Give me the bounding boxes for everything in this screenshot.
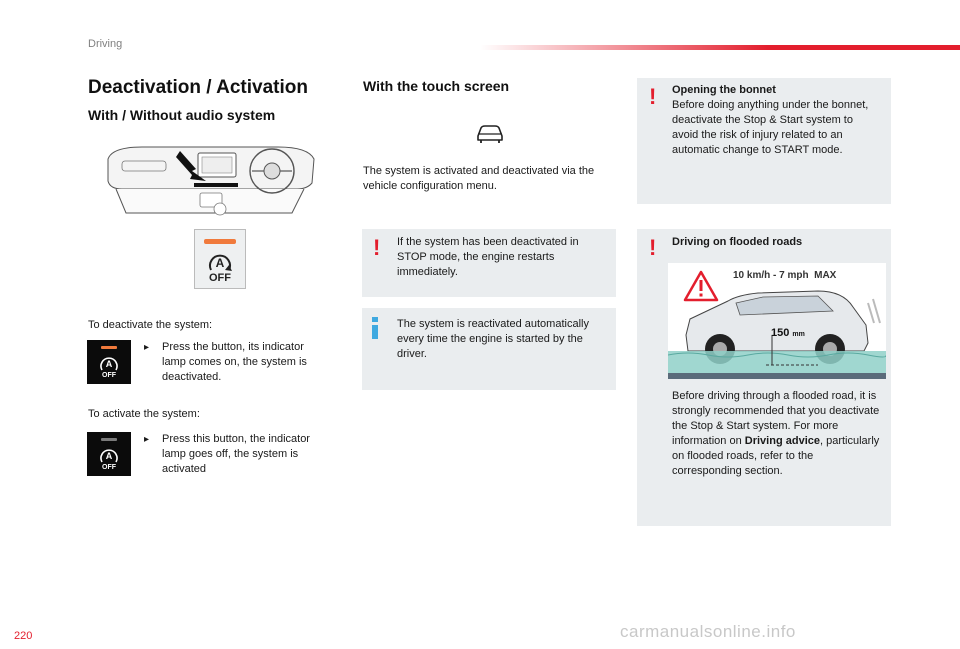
car-icon [475, 122, 505, 144]
off-button-active [87, 340, 131, 384]
bonnet-title: Opening the bonnet [672, 84, 776, 96]
info-box-reactivation [362, 308, 616, 390]
flood-text-part-1: Before driving through a flooded road, it is strongly recommended that you deactivate the Stop & Start system. For more information on [672, 390, 880, 447]
touchscreen-intro: The system is activated and deactivated via the vehicle configuration menu. [363, 165, 595, 192]
off-button-closeup [194, 229, 246, 289]
section-subtitle: With / Without audio system [88, 107, 276, 123]
off-label: OFF [102, 372, 116, 379]
bonnet-note [672, 83, 877, 158]
svg-text:A: A [105, 359, 113, 369]
svg-text:A: A [105, 451, 113, 461]
activate-step: Press this button, the indicator lamp goes off, the system is activated [162, 433, 310, 475]
activate-intro: To activate the system: [88, 408, 200, 420]
off-button-inactive [87, 432, 131, 476]
warning-icon: ! [373, 235, 381, 260]
warning-box-bonnet [637, 78, 891, 204]
warning-text: If the system has been deactivated in STOP mode, the engine restarts immediately. [397, 236, 579, 278]
flood-depth-unit: mm [792, 331, 805, 338]
section-label: Driving [88, 38, 123, 50]
info-icon [371, 317, 379, 339]
svg-text:A: A [215, 256, 225, 270]
off-label: OFF [209, 272, 231, 284]
flood-text-part-2: , particularly on flooded roads, refer to the corresponding section. [672, 435, 880, 477]
bullet-marker: ▸ [144, 342, 150, 353]
dashboard-illustration [102, 143, 318, 225]
flood-title: Driving on flooded roads [672, 236, 803, 248]
warning-box-flooded [637, 229, 891, 526]
page-number: 220 [14, 630, 33, 642]
bullet-marker: ▸ [144, 434, 150, 445]
flood-text-bold-1: Driving [744, 435, 783, 447]
auto-stop-icon [204, 250, 236, 272]
flood-depth-label [771, 327, 805, 339]
flood-depth-value: 150 [771, 327, 790, 339]
flood-speed-label: 10 km/h - 7 mph MAX [733, 270, 837, 281]
deactivate-intro: To deactivate the system: [88, 319, 213, 331]
warning-icon: ! [649, 235, 657, 260]
deactivate-step: Press the button, its indicator lamp comes on, the system is deactivated. [162, 341, 307, 383]
page-title: Deactivation / Activation [88, 77, 308, 98]
bonnet-text: Before doing anything under the bonnet, deactivate the Stop & Start system to avoid the risk of injury related to an automatic change to START mode. [672, 99, 869, 156]
header-rule [480, 45, 960, 50]
flood-text [672, 389, 882, 479]
warning-icon: ! [649, 84, 657, 109]
off-label: OFF [102, 464, 116, 471]
flood-text-bold-2: advice [785, 435, 820, 447]
indicator-lamp [204, 239, 236, 244]
warning-box-restart [362, 229, 616, 297]
watermark: carmanualsonline.info [620, 622, 796, 641]
info-text: The system is reactivated automatically every time the engine is started by the driver. [397, 318, 589, 360]
section-title-touchscreen: With the touch screen [363, 78, 510, 94]
